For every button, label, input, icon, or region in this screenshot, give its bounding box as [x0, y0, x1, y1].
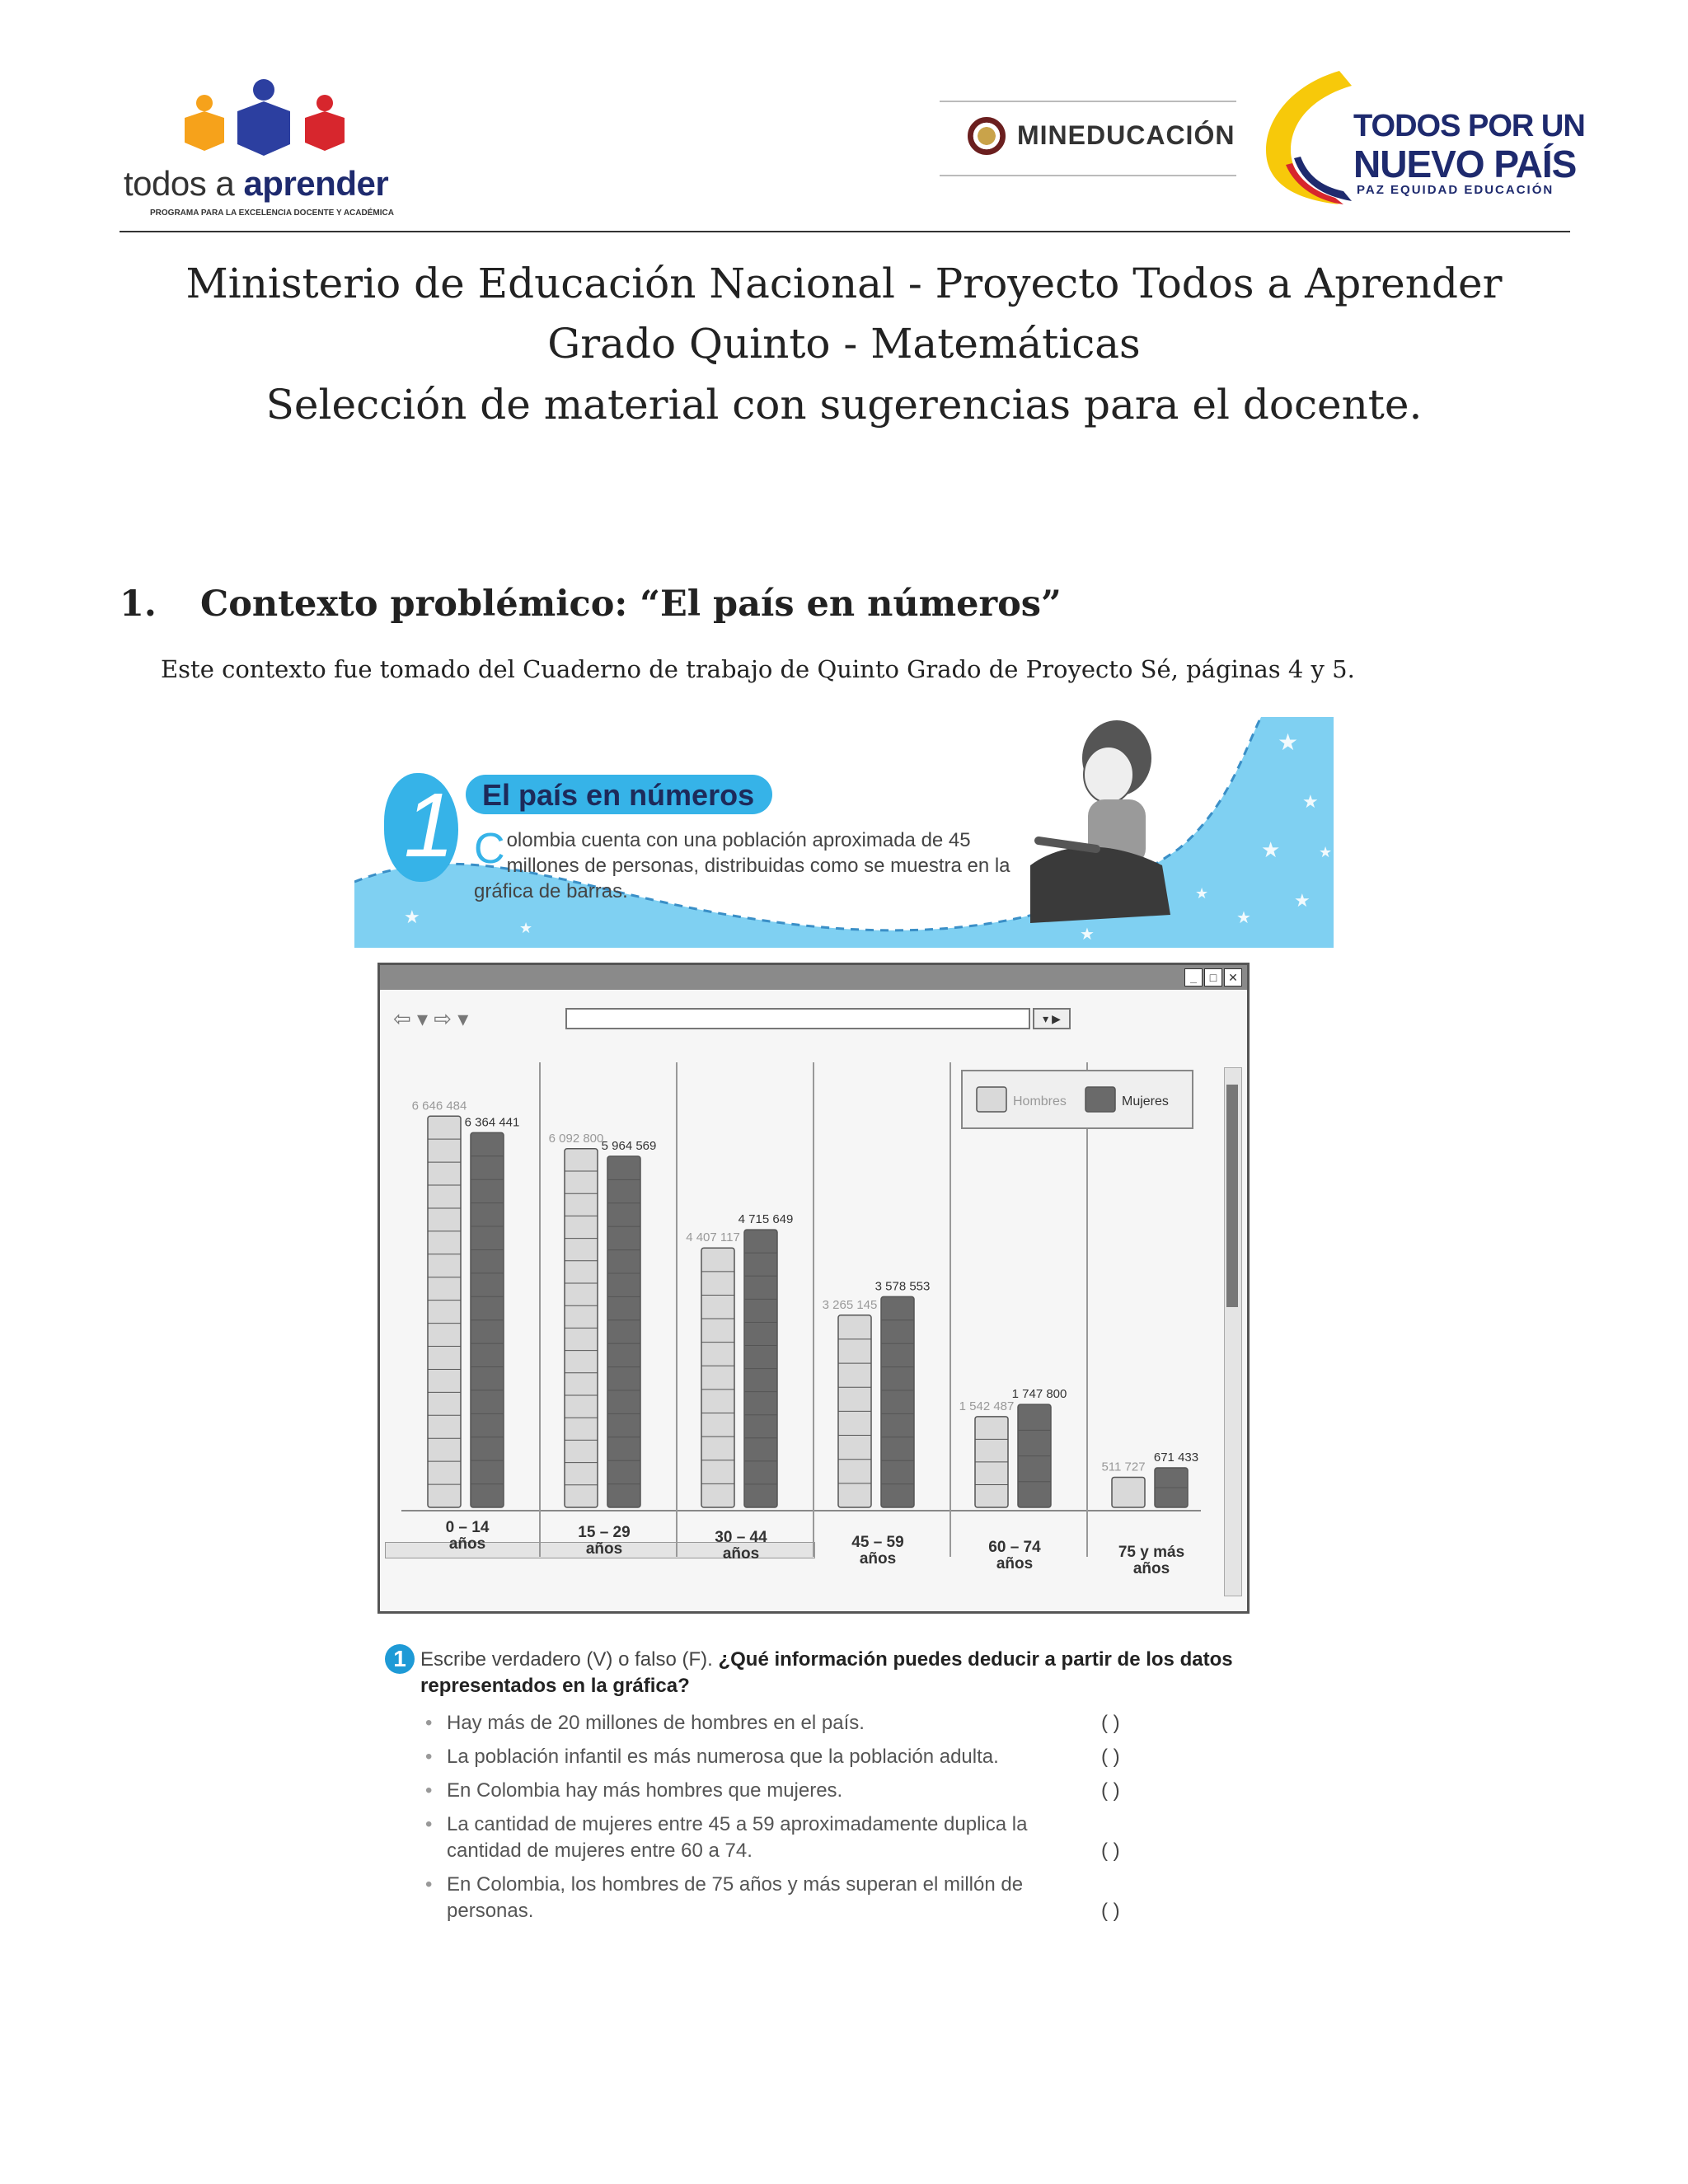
- category-label: 45 – 59: [851, 1534, 904, 1551]
- data-label: 511 727: [1101, 1460, 1146, 1474]
- mineducacion-text: MINEDUCACIÓN: [1017, 120, 1236, 150]
- question-number-badge: 1: [385, 1644, 415, 1674]
- browser-nav-arrows-icon: ⇦ ▾ ⇨ ▾: [393, 1006, 469, 1031]
- bar-mujeres: [881, 1296, 914, 1507]
- flag-swoosh-icon: [1261, 68, 1360, 208]
- question-item: • La población infantil es más numerosa que la población adulta. ( ): [425, 1744, 1250, 1770]
- address-bar: [565, 1008, 1030, 1029]
- svg-text:★: ★: [1319, 844, 1333, 860]
- category-label: años: [722, 1545, 760, 1563]
- children-figures-icon: [173, 78, 420, 161]
- svg-text:★: ★: [1294, 890, 1311, 911]
- data-label: 3 265 145: [822, 1297, 878, 1312]
- data-label: 6 092 800: [548, 1131, 604, 1146]
- slogan-line-3: PAZ EQUIDAD EDUCACIÓN: [1357, 183, 1554, 197]
- lesson-title: El país en números: [482, 778, 755, 812]
- svg-text:★: ★: [1302, 791, 1319, 812]
- bar-hombres: [1112, 1477, 1145, 1507]
- data-label: 4 715 649: [738, 1212, 794, 1227]
- category-label: años: [1132, 1560, 1170, 1577]
- lesson-title-pill: [466, 775, 772, 814]
- section-number: 1.: [120, 583, 157, 625]
- section-intro: Este contexto fue tomado del Cuaderno de trabajo de Quinto Grado de Proyecto Sé, páginas 4 y 5.: [161, 655, 1355, 683]
- answer-blank[interactable]: ( ): [1101, 1840, 1120, 1862]
- category-label: años: [996, 1555, 1034, 1572]
- svg-text:★: ★: [519, 920, 533, 936]
- lesson-intro-text: Colombia cuenta con una población aproximada de 45 millones de personas, distribuidas como se muestra en la gráfica de barras.: [474, 825, 1010, 902]
- answer-blank[interactable]: ( ): [1101, 1746, 1120, 1768]
- category-label: 30 – 44: [715, 1529, 767, 1546]
- svg-text:★: ★: [1195, 885, 1209, 902]
- todos-a-aprender-logo: [115, 78, 429, 227]
- bar-hombres: [701, 1248, 734, 1507]
- girl-illustration: [1030, 720, 1170, 923]
- logo-tagline: PROGRAMA PARA LA EXCELENCIA DOCENTE Y ACADÉMICA: [150, 209, 394, 218]
- mineducacion-logo: [940, 101, 1236, 176]
- category-label: 60 – 74: [988, 1539, 1041, 1556]
- header-divider: [120, 231, 1570, 232]
- go-button-icon: ▾ ▶: [1033, 1008, 1071, 1029]
- page-title-line-1: Ministerio de Educación Nacional - Proyecto Todos a Aprender: [185, 260, 1503, 307]
- browser-title-bar: [380, 965, 1247, 990]
- category-label: 15 – 29: [578, 1524, 631, 1541]
- answer-blank[interactable]: ( ): [1101, 1712, 1120, 1734]
- category-label: 0 – 14: [445, 1519, 490, 1536]
- slogan-line-2: NUEVO PAÍS: [1353, 143, 1577, 185]
- svg-text:★: ★: [1261, 837, 1281, 862]
- category-label: años: [448, 1535, 486, 1553]
- data-label: 1 747 800: [1011, 1387, 1067, 1402]
- data-label: 5 964 569: [601, 1138, 657, 1153]
- category-label: 75 y más: [1118, 1544, 1185, 1561]
- page-title-line-3: Selección de material con sugerencias para el docente.: [265, 381, 1423, 429]
- question-prompt: Escribe verdadero (V) o falso (F). ¿Qué información puedes deducir a partir de los datos representados en la gráfica?: [420, 1648, 1233, 1697]
- svg-text:★: ★: [1080, 926, 1095, 944]
- question-item: • En Colombia, los hombres de 75 años y más superan el millón de personas. ( ): [425, 1872, 1250, 1924]
- data-label: 3 578 553: [874, 1279, 931, 1294]
- bar-mujeres: [607, 1156, 640, 1507]
- data-label: 671 433: [1153, 1451, 1199, 1465]
- answer-blank[interactable]: ( ): [1101, 1900, 1120, 1922]
- legend-label: Mujeres: [1122, 1094, 1169, 1108]
- data-label: 4 407 117: [686, 1230, 740, 1245]
- question-item: • Hay más de 20 millones de hombres en el país. ( ): [425, 1710, 1250, 1736]
- close-icon: ✕: [1224, 968, 1242, 987]
- category-label: años: [585, 1540, 623, 1558]
- lesson-banner: [354, 717, 1334, 956]
- colombia-seal-icon: [968, 117, 1006, 155]
- data-label: 1 542 487: [959, 1399, 1015, 1413]
- bar-hombres: [428, 1116, 461, 1507]
- logo-wordmark: todos a aprender: [124, 164, 389, 203]
- page-title-line-2: Grado Quinto - Matemáticas: [547, 320, 1141, 368]
- legend-label: Hombres: [1013, 1094, 1067, 1108]
- todos-por-un-nuevo-pais-logo: [1261, 68, 1585, 208]
- section-title: Contexto problémico: “El país en números”: [200, 583, 1062, 625]
- svg-text:★: ★: [1236, 909, 1251, 927]
- question-item: • En Colombia hay más hombres que mujeres. ( ): [425, 1778, 1250, 1804]
- svg-text:★: ★: [404, 907, 420, 927]
- data-label: 6 646 484: [411, 1099, 467, 1113]
- minimize-icon: _: [1184, 968, 1203, 987]
- svg-text:★: ★: [1278, 729, 1299, 755]
- vertical-scrollbar: [1224, 1067, 1242, 1596]
- maximize-icon: □: [1204, 968, 1222, 987]
- population-bar-chart: [393, 1062, 1217, 1590]
- legend-swatch: [977, 1087, 1006, 1112]
- browser-window-illustration: [377, 963, 1250, 1614]
- slogan-line-1: TODOS POR UN: [1353, 109, 1585, 143]
- legend-swatch: [1085, 1087, 1115, 1112]
- question-item: • La cantidad de mujeres entre 45 a 59 aproximadamente duplica la cantidad de mujeres entre 60 a 74. ( ): [425, 1811, 1250, 1864]
- answer-blank[interactable]: ( ): [1101, 1779, 1120, 1802]
- category-label: años: [859, 1550, 897, 1568]
- data-label: 6 364 441: [464, 1115, 520, 1130]
- lesson-number-badge: 1: [384, 773, 458, 882]
- window-buttons: [1183, 968, 1242, 987]
